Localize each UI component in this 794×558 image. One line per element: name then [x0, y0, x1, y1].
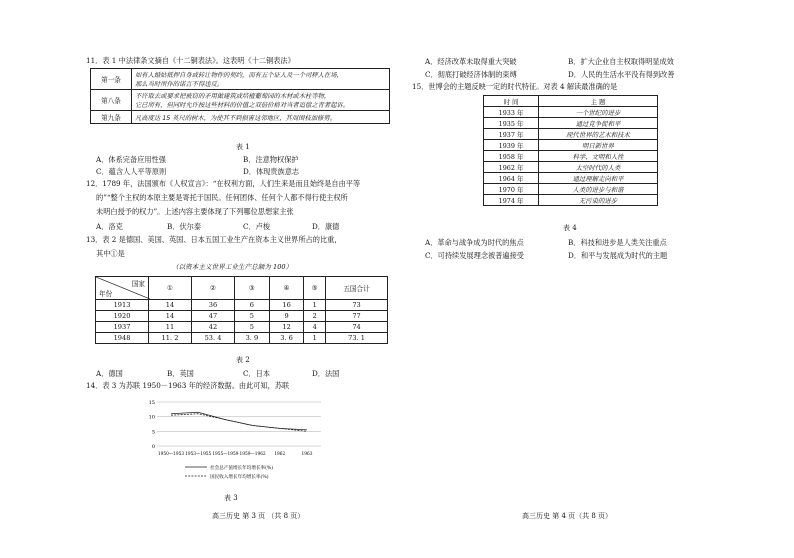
- cell: 11. 2: [149, 333, 192, 344]
- cell: 5: [235, 322, 270, 333]
- row-year: 1937: [96, 322, 149, 333]
- y-tick-label: 5: [151, 429, 155, 436]
- table-2-title: （以资本主义世界工业生产总额为 100）: [172, 263, 293, 271]
- x-tick-label: 1950—1953: [157, 452, 185, 457]
- cell: 74: [326, 322, 388, 333]
- column-header: 时 间: [484, 96, 539, 107]
- y-axis: [149, 400, 155, 450]
- table-row: [96, 322, 388, 333]
- q15-stem: 15．世博会的主题反映一定的时代特征。对表 4 解读最准确的是: [412, 82, 618, 91]
- y-tick-label: 0: [151, 444, 155, 450]
- table-2: [95, 276, 388, 344]
- x-tick-label: 1959—1962: [239, 452, 266, 457]
- cell: 3. 6: [269, 333, 304, 344]
- page-footer-right: 高三历史 第 4 页（共 8 页）: [522, 512, 613, 520]
- table-3-caption: 表 3: [224, 494, 238, 502]
- cell-theme: 通过竞争促和平: [539, 118, 658, 129]
- series-lines: [171, 412, 307, 431]
- cell: 1: [304, 300, 326, 311]
- q12-option-d[interactable]: D．康德: [312, 222, 340, 231]
- table-row: [96, 333, 388, 344]
- table-row: [484, 184, 658, 195]
- row-year: 1920: [96, 311, 149, 322]
- cell: 36: [192, 300, 235, 311]
- economic-data-chart: [145, 398, 325, 488]
- q12-option-c[interactable]: C．卢梭: [243, 222, 271, 231]
- article-label: 第一条: [91, 69, 132, 90]
- article-text: 那么当时所作的诺言不得违反。: [135, 81, 224, 88]
- table-1-caption: 表 1: [236, 143, 250, 151]
- q12-line-2: 的”“整个主权的本原主要是寄托于国民。任何团体、任何个人都不得行使主权所: [96, 193, 348, 202]
- x-tick-label: 1953—1955: [185, 452, 212, 457]
- table-header-row: [96, 277, 388, 300]
- table-row: [484, 140, 658, 151]
- cell-year: 1974 年: [484, 195, 539, 206]
- q14-option-b[interactable]: B．扩大企业自主权取得明显成效: [568, 57, 674, 66]
- cell: 12: [269, 322, 304, 333]
- table-row: [484, 162, 658, 173]
- table-row: [91, 90, 390, 111]
- cell: 73: [326, 300, 388, 311]
- cell-year: 1935 年: [484, 118, 539, 129]
- cell-theme: 太空时代的人类: [539, 162, 658, 173]
- cell-year: 1964 年: [484, 173, 539, 184]
- cell: 77: [326, 311, 388, 322]
- cell: 3. 9: [235, 333, 270, 344]
- table-row: [484, 195, 658, 206]
- cell: 6: [235, 300, 270, 311]
- row-year: 1948: [96, 333, 149, 344]
- q12-line-3: 未明白授予的权力”。上述内容主要体现了下列哪位思想家主张: [96, 207, 294, 216]
- q15-option-c[interactable]: C．可持续发展理念被普遍接受: [425, 251, 524, 260]
- diagonal-header-cell: [96, 277, 149, 300]
- table-4-caption: 表 4: [563, 224, 577, 232]
- legend-label: 国民收入增长年均增长率(%): [210, 474, 269, 480]
- q13-option-d[interactable]: D．法国: [312, 369, 340, 378]
- x-tick-label: 1955—1959: [212, 452, 239, 457]
- q13-line-2: 其中①是: [96, 249, 125, 258]
- cell-theme: 现代世界的艺术和技术: [539, 129, 658, 140]
- table-2-caption: 表 2: [236, 356, 250, 364]
- article-text: 不许取去或要求把被窃的矛用做建筑或培植葡萄园的木材或木柱等物，: [135, 93, 331, 100]
- cell: 5: [235, 311, 270, 322]
- column-header: ③: [235, 277, 270, 300]
- table-row: [96, 311, 388, 322]
- column-header: ④: [269, 277, 304, 300]
- cell-year: 1937 年: [484, 129, 539, 140]
- cell: 73. 1: [326, 333, 388, 344]
- cell-theme: 无污染的进步: [539, 195, 658, 206]
- q11-option-a[interactable]: A．体系完备应用性强: [96, 155, 166, 164]
- cell-year: 1933 年: [484, 107, 539, 118]
- q14-option-d[interactable]: D．人民的生活水平没有得到改善: [568, 70, 675, 79]
- q12-option-a[interactable]: A．洛克: [96, 222, 123, 231]
- cell-year: 1962 年: [484, 162, 539, 173]
- q15-option-b[interactable]: B．科技和进步是人类关注重点: [568, 238, 667, 247]
- q11-option-d[interactable]: D．体现贵族意志: [243, 167, 300, 176]
- q14-option-a[interactable]: A．经济改革未取得重大突破: [425, 57, 517, 66]
- q14-stem: 14．表 3 为苏联 1950－1963 年的经济数据。由此可知，苏联: [86, 381, 290, 390]
- table-1: [90, 68, 390, 124]
- q14-option-c[interactable]: C．彻底打破经济体制的束缚: [425, 70, 517, 79]
- q13-line-1: 13．表 2 是德国、美国、英国、日本五国工业生产在资本主义世界所占的比重，: [86, 235, 342, 244]
- q11-stem: 11．表 1 中法律条文摘自《十二铜表法》。这表明《十二铜表法》: [86, 56, 295, 65]
- table-row: [96, 300, 388, 311]
- article-text: 凡高度达 15 英尺的树木，为使其不到损害这邻地区，其周围枝加修剪。: [135, 114, 336, 122]
- legend-label: 社会总产值增长年均增长率(%): [210, 465, 274, 471]
- gridlines: [157, 402, 321, 446]
- table-row: [484, 173, 658, 184]
- x-tick-label: 1963: [301, 452, 313, 457]
- series-line-1: [171, 412, 307, 430]
- q13-option-a[interactable]: A．德国: [96, 369, 123, 378]
- article-text: 如有人婚姑抵押自身或转让物件的契约，而有五个证人及一个司秤人在场，: [135, 72, 343, 79]
- q11-option-c[interactable]: C．蕴含人人平等原则: [96, 167, 167, 176]
- chart-legend: [185, 464, 273, 480]
- cell: 11: [149, 322, 192, 333]
- table-row: [484, 118, 658, 129]
- table-row: [91, 111, 390, 124]
- q15-option-a[interactable]: A．革命与战争成为时代的焦点: [425, 238, 524, 247]
- article-label: 第九条: [91, 111, 132, 124]
- column-header: ①: [149, 277, 192, 300]
- y-tick-label: 10: [148, 414, 155, 421]
- cell: 1: [304, 333, 326, 344]
- row-year: 1913: [96, 300, 149, 311]
- column-header: 主 题: [539, 96, 658, 107]
- column-header: ⑤: [304, 277, 326, 300]
- q15-option-d[interactable]: D．和平与发展成为时代的主题: [568, 251, 668, 260]
- cell-theme: 通过理解走向和平: [539, 173, 658, 184]
- cell-theme: 一个世纪的进步: [539, 107, 658, 118]
- cell-year: 1939 年: [484, 140, 539, 151]
- cell-theme: 科学、文明和人性: [539, 151, 658, 162]
- y-tick-label: 15: [148, 400, 155, 406]
- cell: 47: [192, 311, 235, 322]
- cell: 14: [149, 311, 192, 322]
- cell: 9: [269, 311, 304, 322]
- table-4: [483, 95, 658, 206]
- cell: 4: [304, 322, 326, 333]
- x-axis: [158, 452, 313, 457]
- page-footer-left: 高三历史 第 3 页 （共 8 页）: [212, 512, 305, 520]
- cell: 2: [304, 311, 326, 322]
- cell: 16: [269, 300, 304, 311]
- table-row: [91, 69, 390, 90]
- q13-option-b[interactable]: B．英国: [167, 369, 194, 378]
- cell: 53. 4: [192, 333, 235, 344]
- table-row: [484, 129, 658, 140]
- table-row: [484, 151, 658, 162]
- cell: 14: [149, 300, 192, 311]
- cell-year: 1958 年: [484, 151, 539, 162]
- q11-option-b[interactable]: B．注意物权保护: [243, 155, 299, 164]
- table-header-row: [484, 96, 658, 107]
- cell-year: 1970 年: [484, 184, 539, 195]
- cell: 42: [192, 322, 235, 333]
- q13-option-c[interactable]: C．日本: [243, 369, 271, 378]
- x-tick-label: 1962: [274, 452, 286, 457]
- q12-line-1: 12．1789 年，法国颁布《人权宣言》：“在权利方面，人们生来是而且始终是自由平等: [86, 179, 361, 188]
- article-label: 第八条: [91, 90, 132, 111]
- header-country: 国家: [131, 280, 145, 288]
- cell-theme: 人类的进步与和谐: [539, 184, 658, 195]
- table-row: [484, 107, 658, 118]
- column-header: ②: [192, 277, 235, 300]
- header-year: 年份: [99, 290, 113, 298]
- cell-theme: 明日新世界: [539, 140, 658, 151]
- column-header: 五国合计: [326, 277, 388, 300]
- article-text: 它已所有，但同时允许按这些材料的价值之双倍价格对当者追偿之青者起诉。: [135, 102, 350, 109]
- q12-option-b[interactable]: B．伏尔泰: [167, 222, 202, 231]
